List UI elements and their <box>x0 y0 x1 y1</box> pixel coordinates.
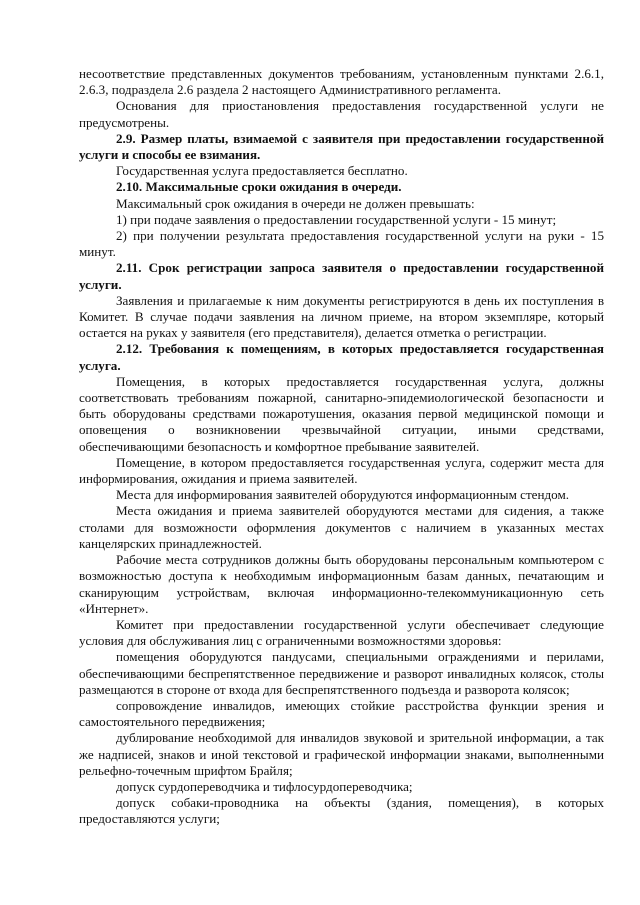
list-item-wait-result: 2) при получении результата предоставления государственной услуги на руки - 15 минут. <box>79 228 604 260</box>
paragraph-suspension-grounds: Основания для приостановления предоставления государственной услуги не предусмотрены. <box>79 98 604 130</box>
list-item-sign-interpreter: допуск сурдопереводчика и тифлосурдопереводчика; <box>116 778 413 794</box>
paragraph-info-stand: Места для информирования заявителей оборудуются информационным стендом. <box>116 487 570 503</box>
paragraph-premises-requirements: Помещения, в которых предоставляется государственная услуга, должны соответствовать требованиям пожарной, санитарно-эпидемиологической безопасности и быть оборудованы средствами пожаротушения, оказания первой медицинской помощи и оповещения о возникновении чрезвычайной ситуации, иными средствами, обеспечивающими безопасность и комфортное пребывание заявителей. <box>79 373 604 454</box>
heading-2-10-wait-time: 2.10. Максимальные сроки ожидания в очереди. <box>116 179 402 195</box>
heading-2-12-premises: 2.12. Требования к помещениям, в которых предоставляется государственная услуга. <box>79 341 604 373</box>
paragraph-waiting-places: Места ожидания и приема заявителей оборудуются местами для сидения, а также столами для возможности оформления документов с наличием в указанных местах канцелярских принадлежностей. <box>79 503 604 551</box>
paragraph-workplaces: Рабочие места сотрудников должны быть оборудованы персональным компьютером с возможностью доступа к необходимым информационным базам данных, печатающим и сканирующим устройствам, включая информационно-телекоммуникационную сеть «Интернет». <box>79 552 604 616</box>
paragraph-free-service: Государственная услуга предоставляется бесплатно. <box>116 163 408 179</box>
list-item-braille: дублирование необходимой для инвалидов звуковой и зрительной информации, а так же надписей, знаков и иной текстовой и графической информации знаками, выполненными рельефно-точечным шрифтом Брайля; <box>79 730 604 778</box>
list-item-guide-dog: допуск собаки-проводника на объекты (здания, помещения), в которых предоставляются услуги; <box>79 795 604 827</box>
list-item-escort: сопровождение инвалидов, имеющих стойкие расстройства функции зрения и самостоятельного передвижения; <box>79 697 604 730</box>
heading-2-11-registration: 2.11. Срок регистрации запроса заявителя о предоставлении государственной услуги. <box>79 260 604 292</box>
paragraph-registration: Заявления и прилагаемые к ним документы регистрируются в день их поступления в Комитет. В случае подачи заявления на личном приеме, на втором экземпляре, который остается на руках у заявителя (его представителя), делается отметка о регистрации. <box>79 292 604 341</box>
paragraph-premises-places: Помещение, в котором предоставляется государственная услуга, содержит места для информирования, ожидания и приема заявителей. <box>79 454 604 487</box>
list-item-wait-submit: 1) при подаче заявления о предоставлении государственной услуги - 15 минут; <box>116 211 557 227</box>
list-item-ramps: помещения оборудуются пандусами, специальными ограждениями и перилами, обеспечивающими беспрепятственное передвижение и разворот инвалидных колясок, столы размещаются в стороне от входа для беспрепятственного подъезда и разворота колясок; <box>79 649 604 697</box>
paragraph-continuation: несоответствие представленных документов требованиям, установленным пунктами 2.6.1, 2.6.3, подраздела 2.6 раздела 2 настоящего Административного регламента. <box>79 66 604 98</box>
paragraph-max-wait: Максимальный срок ожидания в очереди не должен превышать: <box>116 195 475 211</box>
heading-2-9-fee: 2.9. Размер платы, взимаемой с заявителя при предоставлении государственной услуги и способы ее взимания. <box>79 130 604 163</box>
paragraph-accessibility-intro: Комитет при предоставлении государственной услуги обеспечивает следующие условия для обслуживания лиц с ограниченными возможностями здоровья: <box>79 616 604 649</box>
